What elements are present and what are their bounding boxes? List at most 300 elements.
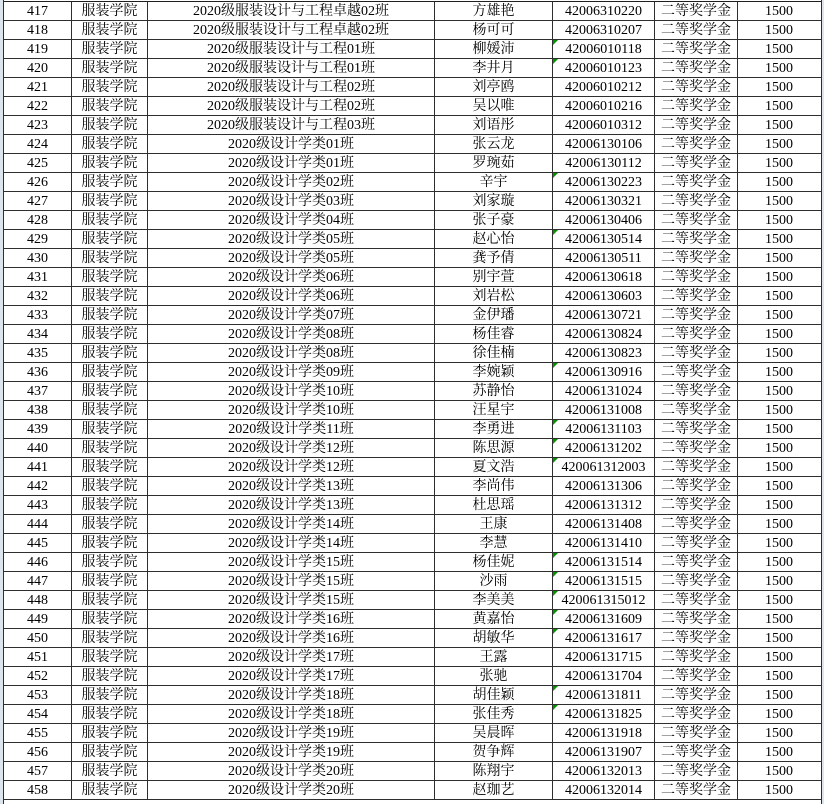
class-name-cell[interactable]: 2020级设计学类02班 [148, 173, 435, 191]
award-cell[interactable]: 二等奖学金 [655, 40, 738, 58]
student-name-cell[interactable]: 陈思源 [435, 439, 553, 457]
amount-cell[interactable]: 1500 [765, 631, 793, 646]
college-cell[interactable]: 服装学院 [72, 572, 148, 590]
college-cell[interactable]: 服装学院 [72, 629, 148, 647]
amount-cell[interactable]: 1500 [765, 194, 793, 209]
college-cell[interactable]: 服装学院 [72, 325, 148, 343]
student-name-cell[interactable]: 王康 [435, 515, 553, 533]
row-index-cell[interactable]: 425 [4, 154, 72, 172]
student-name-cell[interactable]: 张子豪 [435, 211, 553, 229]
student-id-cell[interactable]: 42006010312 [553, 116, 655, 134]
student-name-cell[interactable]: 张驰 [435, 667, 553, 685]
amount-cell[interactable]: 1500 [765, 365, 793, 380]
student-name-cell[interactable]: 杜思瑶 [435, 496, 553, 514]
student-name-cell[interactable]: 杨佳妮 [435, 553, 553, 571]
student-name-cell[interactable]: 贺争辉 [435, 743, 553, 761]
college-cell[interactable]: 服装学院 [72, 762, 148, 780]
row-index-cell[interactable]: 428 [4, 211, 72, 229]
award-cell[interactable]: 二等奖学金 [655, 78, 738, 96]
college-cell[interactable]: 服装学院 [72, 724, 148, 742]
amount-cell[interactable]: 1500 [765, 99, 793, 114]
student-name-cell[interactable]: 杨佳睿 [435, 325, 553, 343]
amount-cell[interactable]: 1500 [765, 118, 793, 133]
amount-cell[interactable]: 1500 [765, 80, 793, 95]
student-id-cell[interactable]: 42006130112 [553, 154, 655, 172]
student-name-cell[interactable]: 刘亭鸥 [435, 78, 553, 96]
student-name-cell[interactable]: 赵珈艺 [435, 781, 553, 799]
award-cell[interactable]: 二等奖学金 [655, 230, 738, 248]
student-id-cell[interactable]: 42006130511 [553, 249, 655, 267]
award-cell[interactable]: 二等奖学金 [655, 762, 738, 780]
row-index-cell[interactable]: 435 [4, 344, 72, 362]
amount-cell[interactable]: 1500 [765, 460, 793, 475]
college-cell[interactable]: 服装学院 [72, 116, 148, 134]
student-id-cell[interactable]: 42006130603 [553, 287, 655, 305]
college-cell[interactable]: 服装学院 [72, 344, 148, 362]
award-cell[interactable]: 二等奖学金 [655, 97, 738, 115]
student-name-cell[interactable]: 杨可可 [435, 21, 553, 39]
college-cell[interactable]: 服装学院 [72, 439, 148, 457]
student-name-cell[interactable]: 别宇萱 [435, 268, 553, 286]
student-name-cell[interactable]: 李婉颖 [435, 363, 553, 381]
college-cell[interactable]: 服装学院 [72, 401, 148, 419]
row-index-cell[interactable]: 437 [4, 382, 72, 400]
amount-cell[interactable]: 1500 [765, 688, 793, 703]
class-name-cell[interactable]: 2020级设计学类19班 [148, 724, 435, 742]
award-cell[interactable]: 二等奖学金 [655, 648, 738, 666]
class-name-cell[interactable]: 2020级设计学类16班 [148, 629, 435, 647]
award-cell[interactable]: 二等奖学金 [655, 2, 738, 20]
row-index-cell[interactable]: 430 [4, 249, 72, 267]
award-cell[interactable]: 二等奖学金 [655, 344, 738, 362]
row-index-cell[interactable]: 439 [4, 420, 72, 438]
student-name-cell[interactable]: 胡敏华 [435, 629, 553, 647]
student-name-cell[interactable]: 罗琬茹 [435, 154, 553, 172]
student-id-cell[interactable]: 42006131008 [553, 401, 655, 419]
student-id-cell[interactable]: 42006130514 [553, 230, 655, 248]
award-cell[interactable]: 二等奖学金 [655, 458, 738, 476]
student-id-cell[interactable]: 42006131617 [553, 629, 655, 647]
student-id-cell[interactable]: 42006131704 [553, 667, 655, 685]
row-index-cell[interactable]: 424 [4, 135, 72, 153]
college-cell[interactable]: 服装学院 [72, 2, 148, 20]
amount-cell[interactable]: 1500 [765, 327, 793, 342]
award-cell[interactable]: 二等奖学金 [655, 781, 738, 799]
award-cell[interactable]: 二等奖学金 [655, 173, 738, 191]
student-id-cell[interactable]: 42006130106 [553, 135, 655, 153]
student-name-cell[interactable]: 李尚伟 [435, 477, 553, 495]
amount-cell[interactable]: 1500 [765, 23, 793, 38]
student-name-cell[interactable]: 夏文浩 [435, 458, 553, 476]
row-index-cell[interactable]: 417 [4, 2, 72, 20]
student-id-cell[interactable]: 42006131514 [553, 553, 655, 571]
amount-cell[interactable]: 1500 [765, 270, 793, 285]
award-cell[interactable]: 二等奖学金 [655, 59, 738, 77]
student-name-cell[interactable]: 刘语彤 [435, 116, 553, 134]
student-name-cell[interactable]: 李美美 [435, 591, 553, 609]
row-index-cell[interactable]: 452 [4, 667, 72, 685]
class-name-cell[interactable]: 2020级服装设计与工程卓越02班 [148, 2, 435, 20]
student-name-cell[interactable]: 金伊璠 [435, 306, 553, 324]
student-name-cell[interactable]: 吴晨晖 [435, 724, 553, 742]
amount-cell[interactable]: 1500 [765, 612, 793, 627]
award-cell[interactable]: 二等奖学金 [655, 439, 738, 457]
row-index-cell[interactable]: 458 [4, 781, 72, 799]
class-name-cell[interactable]: 2020级设计学类18班 [148, 686, 435, 704]
class-name-cell[interactable]: 2020级设计学类01班 [148, 135, 435, 153]
class-name-cell[interactable]: 2020级设计学类05班 [148, 230, 435, 248]
student-name-cell[interactable]: 苏静怡 [435, 382, 553, 400]
class-name-cell[interactable]: 2020级设计学类15班 [148, 572, 435, 590]
amount-cell[interactable]: 1500 [765, 403, 793, 418]
amount-cell[interactable]: 1500 [765, 61, 793, 76]
class-name-cell[interactable]: 2020级设计学类17班 [148, 648, 435, 666]
row-index-cell[interactable]: 443 [4, 496, 72, 514]
college-cell[interactable]: 服装学院 [72, 78, 148, 96]
student-id-cell[interactable]: 420061312003 [553, 458, 655, 476]
row-index-cell[interactable]: 440 [4, 439, 72, 457]
college-cell[interactable]: 服装学院 [72, 781, 148, 799]
student-id-cell[interactable]: 42006010123 [553, 59, 655, 77]
college-cell[interactable]: 服装学院 [72, 287, 148, 305]
amount-cell[interactable]: 1500 [765, 764, 793, 779]
student-id-cell[interactable]: 42006130721 [553, 306, 655, 324]
award-cell[interactable]: 二等奖学金 [655, 610, 738, 628]
amount-cell[interactable]: 1500 [765, 232, 793, 247]
amount-cell[interactable]: 1500 [765, 517, 793, 532]
amount-cell[interactable]: 1500 [765, 783, 793, 798]
amount-cell[interactable]: 1500 [765, 213, 793, 228]
amount-cell[interactable]: 1500 [765, 669, 793, 684]
amount-cell[interactable]: 1500 [765, 555, 793, 570]
student-id-cell[interactable]: 42006131103 [553, 420, 655, 438]
student-id-cell[interactable]: 42006131408 [553, 515, 655, 533]
class-name-cell[interactable]: 2020级设计学类16班 [148, 610, 435, 628]
student-id-cell[interactable]: 42006131825 [553, 705, 655, 723]
award-cell[interactable]: 二等奖学金 [655, 21, 738, 39]
class-name-cell[interactable]: 2020级设计学类09班 [148, 363, 435, 381]
student-id-cell[interactable]: 42006132013 [553, 762, 655, 780]
row-index-cell[interactable]: 457 [4, 762, 72, 780]
award-cell[interactable]: 二等奖学金 [655, 249, 738, 267]
amount-cell[interactable]: 1500 [765, 745, 793, 760]
student-name-cell[interactable]: 沙雨 [435, 572, 553, 590]
class-name-cell[interactable]: 2020级设计学类13班 [148, 496, 435, 514]
student-name-cell[interactable]: 辛宇 [435, 173, 553, 191]
table-row [4, 306, 821, 325]
award-cell[interactable]: 二等奖学金 [655, 382, 738, 400]
amount-cell[interactable]: 1500 [765, 384, 793, 399]
table-row [4, 496, 821, 515]
student-id-cell[interactable]: 42006131609 [553, 610, 655, 628]
college-cell[interactable]: 服装学院 [72, 705, 148, 723]
class-name-cell[interactable]: 2020级设计学类04班 [148, 211, 435, 229]
row-index-cell[interactable]: 455 [4, 724, 72, 742]
college-cell[interactable]: 服装学院 [72, 458, 148, 476]
amount-cell[interactable]: 1500 [765, 289, 793, 304]
college-cell[interactable]: 服装学院 [72, 97, 148, 115]
award-cell[interactable]: 二等奖学金 [655, 154, 738, 172]
class-name-cell[interactable]: 2020级设计学类14班 [148, 515, 435, 533]
student-name-cell[interactable]: 吴以唯 [435, 97, 553, 115]
college-cell[interactable]: 服装学院 [72, 515, 148, 533]
award-cell[interactable]: 二等奖学金 [655, 211, 738, 229]
award-cell[interactable]: 二等奖学金 [655, 496, 738, 514]
student-name-cell[interactable]: 王露 [435, 648, 553, 666]
student-id-cell[interactable]: 42006130916 [553, 363, 655, 381]
student-name-cell[interactable]: 陈翔宇 [435, 762, 553, 780]
row-index-cell[interactable]: 449 [4, 610, 72, 628]
amount-cell[interactable]: 1500 [765, 308, 793, 323]
class-name-cell[interactable]: 2020级设计学类15班 [148, 591, 435, 609]
class-name-cell[interactable]: 2020级设计学类20班 [148, 781, 435, 799]
row-index-cell[interactable]: 419 [4, 40, 72, 58]
row-index-cell[interactable]: 442 [4, 477, 72, 495]
class-name-cell[interactable]: 2020级设计学类08班 [148, 325, 435, 343]
row-index-cell[interactable]: 434 [4, 325, 72, 343]
student-name-cell[interactable]: 徐佳楠 [435, 344, 553, 362]
award-cell[interactable]: 二等奖学金 [655, 515, 738, 533]
student-name-cell[interactable]: 赵心怡 [435, 230, 553, 248]
row-index-cell[interactable]: 418 [4, 21, 72, 39]
student-name-cell[interactable]: 汪星宇 [435, 401, 553, 419]
row-index-cell[interactable]: 436 [4, 363, 72, 381]
amount-cell[interactable]: 1500 [765, 137, 793, 152]
college-cell[interactable]: 服装学院 [72, 686, 148, 704]
award-cell[interactable]: 二等奖学金 [655, 306, 738, 324]
class-name-cell[interactable]: 2020级服装设计与工程02班 [148, 97, 435, 115]
student-id-cell[interactable]: 42006132014 [553, 781, 655, 799]
row-index-cell[interactable]: 445 [4, 534, 72, 552]
row-index-cell[interactable]: 432 [4, 287, 72, 305]
student-id-cell[interactable]: 42006310207 [553, 21, 655, 39]
college-cell[interactable]: 服装学院 [72, 477, 148, 495]
student-name-cell[interactable]: 张云龙 [435, 135, 553, 153]
college-cell[interactable]: 服装学院 [72, 553, 148, 571]
college-cell[interactable]: 服装学院 [72, 135, 148, 153]
student-name-cell[interactable]: 李慧 [435, 534, 553, 552]
award-cell[interactable]: 二等奖学金 [655, 268, 738, 286]
award-cell[interactable]: 二等奖学金 [655, 743, 738, 761]
class-name-cell[interactable]: 2020级设计学类06班 [148, 287, 435, 305]
college-cell[interactable]: 服装学院 [72, 40, 148, 58]
row-index-cell[interactable]: 441 [4, 458, 72, 476]
class-name-cell[interactable]: 2020级设计学类06班 [148, 268, 435, 286]
row-index-cell[interactable]: 433 [4, 306, 72, 324]
class-name-cell[interactable]: 2020级设计学类05班 [148, 249, 435, 267]
award-cell[interactable]: 二等奖学金 [655, 192, 738, 210]
student-id-cell[interactable]: 42006131202 [553, 439, 655, 457]
college-cell[interactable]: 服装学院 [72, 21, 148, 39]
amount-cell[interactable]: 1500 [765, 650, 793, 665]
college-cell[interactable]: 服装学院 [72, 154, 148, 172]
amount-cell[interactable]: 1500 [765, 441, 793, 456]
amount-cell[interactable]: 1500 [765, 536, 793, 551]
student-id-cell[interactable]: 42006130223 [553, 173, 655, 191]
row-index-cell[interactable]: 444 [4, 515, 72, 533]
class-name-cell[interactable]: 2020级设计学类03班 [148, 192, 435, 210]
college-cell[interactable]: 服装学院 [72, 230, 148, 248]
amount-cell[interactable]: 1500 [765, 251, 793, 266]
student-id-cell[interactable]: 42006131515 [553, 572, 655, 590]
class-name-cell[interactable]: 2020级设计学类11班 [148, 420, 435, 438]
amount-cell[interactable]: 1500 [765, 707, 793, 722]
row-index-cell[interactable]: 422 [4, 97, 72, 115]
college-cell[interactable]: 服装学院 [72, 59, 148, 77]
student-id-cell[interactable]: 42006130824 [553, 325, 655, 343]
student-id-cell[interactable]: 42006131410 [553, 534, 655, 552]
college-cell[interactable]: 服装学院 [72, 382, 148, 400]
college-cell[interactable]: 服装学院 [72, 610, 148, 628]
award-cell[interactable]: 二等奖学金 [655, 287, 738, 305]
row-index-cell[interactable]: 420 [4, 59, 72, 77]
award-cell[interactable]: 二等奖学金 [655, 401, 738, 419]
amount-cell[interactable]: 1500 [765, 175, 793, 190]
amount-cell[interactable]: 1500 [765, 593, 793, 608]
student-name-cell[interactable]: 李井月 [435, 59, 553, 77]
student-id-cell[interactable]: 42006010118 [553, 40, 655, 58]
class-name-cell[interactable]: 2020级服装设计与工程01班 [148, 59, 435, 77]
award-cell[interactable]: 二等奖学金 [655, 724, 738, 742]
college-cell[interactable]: 服装学院 [72, 667, 148, 685]
college-cell[interactable]: 服装学院 [72, 173, 148, 191]
student-id-cell[interactable]: 42006131918 [553, 724, 655, 742]
row-index-cell[interactable]: 456 [4, 743, 72, 761]
amount-cell[interactable]: 1500 [765, 346, 793, 361]
student-name-cell[interactable]: 胡佳颖 [435, 686, 553, 704]
table-row [4, 363, 821, 382]
award-cell[interactable]: 二等奖学金 [655, 116, 738, 134]
row-index-cell[interactable]: 429 [4, 230, 72, 248]
class-name-cell[interactable]: 2020级设计学类19班 [148, 743, 435, 761]
student-id-cell[interactable]: 42006010216 [553, 97, 655, 115]
class-name-cell[interactable]: 2020级设计学类07班 [148, 306, 435, 324]
row-index-cell[interactable]: 450 [4, 629, 72, 647]
college-cell[interactable]: 服装学院 [72, 648, 148, 666]
award-cell[interactable]: 二等奖学金 [655, 629, 738, 647]
class-name-cell[interactable]: 2020级设计学类15班 [148, 553, 435, 571]
amount-cell[interactable]: 1500 [765, 726, 793, 741]
student-id-cell[interactable]: 42006130406 [553, 211, 655, 229]
award-cell[interactable]: 二等奖学金 [655, 420, 738, 438]
student-id-cell[interactable]: 42006131312 [553, 496, 655, 514]
student-name-cell[interactable]: 龚予倩 [435, 249, 553, 267]
amount-cell[interactable]: 1500 [765, 156, 793, 171]
award-cell[interactable]: 二等奖学金 [655, 325, 738, 343]
row-index-cell[interactable]: 451 [4, 648, 72, 666]
award-cell[interactable]: 二等奖学金 [655, 572, 738, 590]
student-id-cell[interactable]: 42006310220 [553, 2, 655, 20]
row-index-cell[interactable]: 421 [4, 78, 72, 96]
class-name-cell[interactable]: 2020级服装设计与工程03班 [148, 116, 435, 134]
student-id-cell[interactable]: 420061315012 [553, 591, 655, 609]
college-cell[interactable]: 服装学院 [72, 496, 148, 514]
table-row [4, 534, 821, 553]
row-index-cell[interactable]: 438 [4, 401, 72, 419]
student-id-cell[interactable]: 42006130321 [553, 192, 655, 210]
row-index-cell[interactable]: 447 [4, 572, 72, 590]
award-cell[interactable]: 二等奖学金 [655, 363, 738, 381]
amount-cell[interactable]: 1500 [765, 422, 793, 437]
class-name-cell[interactable]: 2020级服装设计与工程01班 [148, 40, 435, 58]
college-cell[interactable]: 服装学院 [72, 534, 148, 552]
college-cell[interactable]: 服装学院 [72, 591, 148, 609]
college-cell[interactable]: 服装学院 [72, 743, 148, 761]
table-row [4, 439, 821, 458]
class-name-cell[interactable]: 2020级服装设计与工程卓越02班 [148, 21, 435, 39]
class-name-cell[interactable]: 2020级设计学类13班 [148, 477, 435, 495]
row-index-cell[interactable]: 431 [4, 268, 72, 286]
student-name-cell[interactable]: 柳媛沛 [435, 40, 553, 58]
row-index-cell[interactable]: 423 [4, 116, 72, 134]
student-name-cell[interactable]: 刘家璇 [435, 192, 553, 210]
class-name-cell[interactable]: 2020级设计学类18班 [148, 705, 435, 723]
student-name-cell[interactable]: 李勇进 [435, 420, 553, 438]
award-cell[interactable]: 二等奖学金 [655, 534, 738, 552]
class-name-cell[interactable]: 2020级服装设计与工程02班 [148, 78, 435, 96]
college-cell[interactable]: 服装学院 [72, 211, 148, 229]
student-id-cell[interactable]: 42006131715 [553, 648, 655, 666]
amount-cell[interactable]: 1500 [765, 42, 793, 57]
award-cell[interactable]: 二等奖学金 [655, 553, 738, 571]
student-id-cell[interactable]: 42006131306 [553, 477, 655, 495]
amount-cell[interactable]: 1500 [765, 4, 793, 19]
row-index-cell[interactable]: 453 [4, 686, 72, 704]
student-name-cell[interactable]: 张佳秀 [435, 705, 553, 723]
college-cell[interactable]: 服装学院 [72, 306, 148, 324]
class-name-cell[interactable]: 2020级设计学类14班 [148, 534, 435, 552]
row-index-cell[interactable]: 427 [4, 192, 72, 210]
college-cell[interactable]: 服装学院 [72, 363, 148, 381]
student-name-cell[interactable]: 刘岩松 [435, 287, 553, 305]
row-index-cell[interactable]: 446 [4, 553, 72, 571]
student-id-cell[interactable]: 42006130618 [553, 268, 655, 286]
row-index-cell[interactable]: 426 [4, 173, 72, 191]
award-cell[interactable]: 二等奖学金 [655, 135, 738, 153]
class-name-cell[interactable]: 2020级设计学类12班 [148, 439, 435, 457]
class-name-cell[interactable]: 2020级设计学类10班 [148, 382, 435, 400]
class-name-cell[interactable]: 2020级设计学类17班 [148, 667, 435, 685]
class-name-cell[interactable]: 2020级设计学类20班 [148, 762, 435, 780]
student-id-cell[interactable]: 42006131024 [553, 382, 655, 400]
row-index-cell[interactable]: 448 [4, 591, 72, 609]
student-id-cell[interactable]: 42006010212 [553, 78, 655, 96]
class-name-cell[interactable]: 2020级设计学类12班 [148, 458, 435, 476]
student-name-cell[interactable]: 黄嘉怡 [435, 610, 553, 628]
award-cell[interactable]: 二等奖学金 [655, 705, 738, 723]
award-cell[interactable]: 二等奖学金 [655, 591, 738, 609]
college-cell[interactable]: 服装学院 [72, 192, 148, 210]
award-cell[interactable]: 二等奖学金 [655, 477, 738, 495]
row-index-cell[interactable]: 454 [4, 705, 72, 723]
award-cell[interactable]: 二等奖学金 [655, 686, 738, 704]
class-name-cell[interactable]: 2020级设计学类10班 [148, 401, 435, 419]
table-row [4, 230, 821, 249]
award-cell[interactable]: 二等奖学金 [655, 667, 738, 685]
amount-cell[interactable]: 1500 [765, 498, 793, 513]
student-id-cell[interactable]: 42006130823 [553, 344, 655, 362]
amount-cell[interactable]: 1500 [765, 479, 793, 494]
student-name-cell[interactable]: 方雄艳 [435, 2, 553, 20]
college-cell[interactable]: 服装学院 [72, 420, 148, 438]
college-cell[interactable]: 服装学院 [72, 268, 148, 286]
amount-cell[interactable]: 1500 [765, 574, 793, 589]
student-id-cell[interactable]: 42006131907 [553, 743, 655, 761]
class-name-cell[interactable]: 2020级设计学类01班 [148, 154, 435, 172]
college-cell[interactable]: 服装学院 [72, 249, 148, 267]
class-name-cell[interactable]: 2020级设计学类08班 [148, 344, 435, 362]
student-id-cell[interactable]: 42006131811 [553, 686, 655, 704]
